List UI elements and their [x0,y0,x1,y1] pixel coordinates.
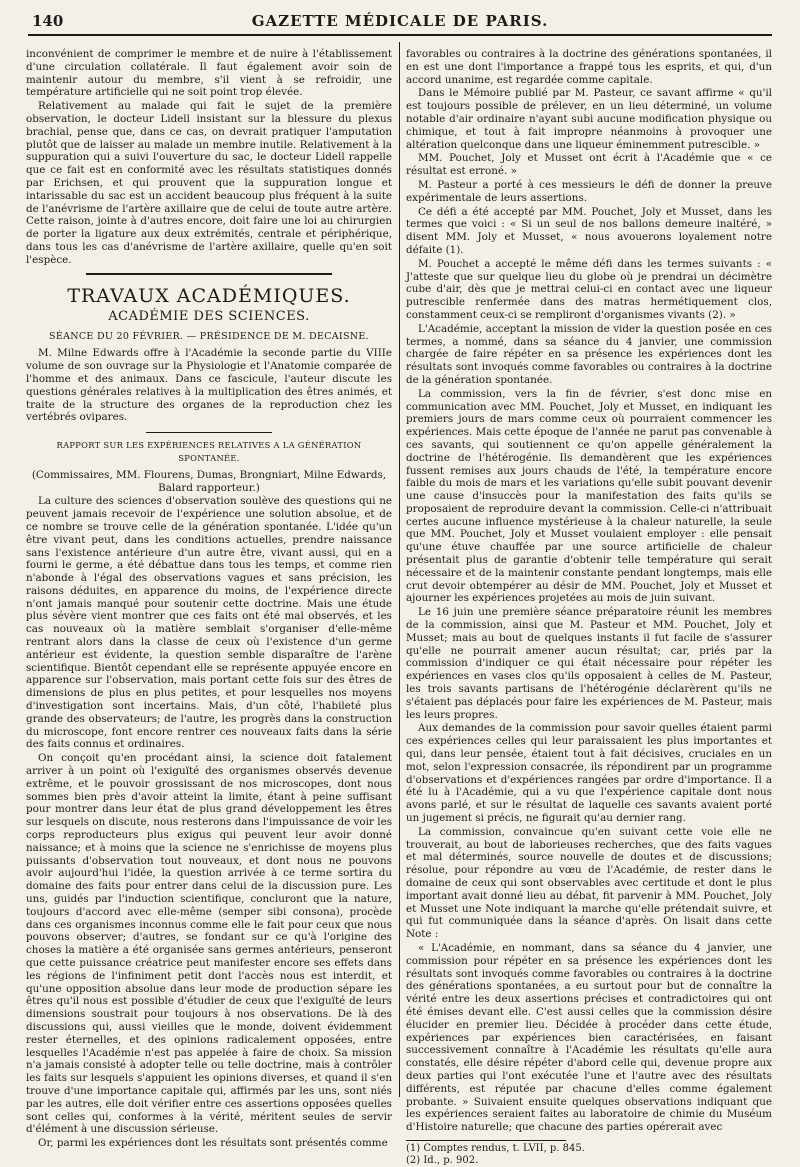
footnote: (1) Comptes rendus, t. LVII, p. 845. [406,1142,585,1154]
paragraph: M. Milne Edwards offre à l'Académie la seconde partie du VIIIe volume de son ouvrage sur la Physiologie et l'Anatomie comparée de l'homme et des animaux. Dans ce fascicule, l'auteur discute les questions générales relatives à la multiplication des êtres animés, et traite de la structure des organes de la reproduction chez les vertébrés ovipares. [26,347,392,424]
paragraph: L'Académie, acceptant la mission de vider la question posée en ces termes, a nommé, dans sa séance du 4 janvier, une commission chargée de faire répéter en sa présence les expériences dont les résultats sont invoqués comme favorables ou contraires à la doctrine de la génération spontanée. [406,322,772,386]
paragraph: La commission, convaincue qu'en suivant cette voie elle ne trouverait, au bout de laborieuses recherches, que des faits vagues et mal déterminés, source nouvelle de doutes et de discussions; résolue, pour répondre au vœu de l'Académie, de rester dans le domaine de ceux qui sont observables avec certitude et dont le plus important avait donné lieu au débat, fit parvenir à MM. Pouchet, Joly et Musset une Note indiquant la marche qu'elle prétendait suivre, et qui fut communiquée dans la séance d'après. On lisait dans cette Note : [406,825,772,941]
section-rule [86,273,332,275]
right-column [406,48,772,1166]
paragraph: La culture des sciences d'observation soulève des questions qui ne peuvent jamais recevoir de l'expérience une solution absolue, et de ce nombre se trouve celle de la génération spontanée. L'idée qu'un être vivant peut, dans les conditions actuelles, prendre naissance sans l'existence antérieure d'un autre être, vivant aussi, qui en a fourni le germe, a été débattue dans tous les temps, et comme rien n'abonde à l'égal des observations vagues et sans précision, les raisons déduites, en apparence du moins, de l'expérience directe n'ont jamais manqué pour soutenir cette doctrine. Mais une étude plus sévère vient montrer que ces faits ont été mal observés, et les cas nouveaux où la matière semblait s'organiser d'elle-même rentrant alors dans la classe de ceux où l'existence d'un germe antérieur est évidente, la question semble disparaître de l'arène scientifique. Bientôt cependant elle se représente appuyée encore en apparence sur l'observation, mais portant cette fois sur des êtres de dimensions de plus en plus petites, et pour lesquelles nos moyens d'investigation sont incertains. Mais, d'un côté, l'habileté plus grande des observateurs; de l'autre, les progrès dans la construction du microscope, font encore rentrer ces nouveaux faits dans la série des faits connus et ordinaires. [26,495,392,751]
page-header [28,10,772,36]
paragraph: Dans le Mémoire publié par M. Pasteur, ce savant affirme « qu'il est toujours possible de prélever, en un lieu déterminé, un volume notable d'air ordinaire n'ayant subi aucune modification physique ou chimique, et tout à fait impropre néanmoins à provoquer une altération quelconque dans une liqueur éminemment putrescible. » [406,87,772,151]
paragraph: Relativement au malade qui fait le sujet de la première observation, le docteur Lidell insistant sur la blessure du plexus brachial, pense que, dans ce cas, on devrait pratiquer l'amputation plutôt que de laisser au malade un membre inutile. Relativement à la suppuration qui a suivi l'ouverture du sac, le docteur Lidell rappelle que ce fait est en conformité avec les résultats statistiques donnés par Erichsen, et qui prouvent que la suppuration longue et intarissable du sac est un accident beaucoup plus fréquent à la suite de l'anévrisme de l'artère axillaire que de celui de toute autre artère. Cette raison, jointe à d'autres encore, doit faire une loi au chirurgien de porter la ligature aux deux extrémités, centrale et périphérique, dans tous les cas d'anévrisme de l'artère axillaire, quelle qu'en soit l'espèce. [26,100,392,266]
rapport-title: RAPPORT SUR LES EXPÉRIENCES RELATIVES A LA GÉNÉRATION SPONTANÉE. [56,440,362,463]
paragraph: Ce défi a été accepté par MM. Pouchet, Joly et Musset, dans les termes que voici : « Si un seul de nos ballons demeure inaltéré, » disent MM. Joly et Musset, « nous avouerons loyalement notre défaite (1). [406,205,772,256]
paragraph: La commission, vers la fin de février, s'est donc mise en communication avec MM. Pouchet, Joly et Musset, en indiquant les premiers jours de mars comme ceux où pourraient commencer les expériences. Mais cette époque de l'année ne parut pas convenable à ces savants, qui soutiennent ce qu'on appelle généralement la doctrine de l'hétérogénie. Ils demandèrent que les expériences fussent remises aux jours chauds de l'été, la température encore faible du mois de mars et les variations qu'elle subit pouvant devenir une cause d'insuccès pour la manifestation des faits qu'ils se proposaient de reproduire devant la commission. Celle-ci n'attribuait certes aucune influence mystérieuse à la chaleur naturelle, la seule que MM. Pouchet, Joly et Musset voulaient employer : elle pensait qu'une étuve chauffée par une source artificielle de chaleur présentait plus de garantie d'obtenir telle température qui serait nécessaire et de la maintenir constante pendant longtemps, mais elle crut devoir obtempérer au désir de MM. Pouchet, Joly et Musset et ajourner les expériences projetées au mois de juin suivant. [406,387,772,605]
paragraph: M. Pouchet a accepté le même défi dans les termes suivants : « J'atteste que sur quelque lieu du globe où je prendrai un décimètre cube d'air, dès que je mettrai celui-ci en contact avec une liqueur putrescible renfermée dans des matras hermétiquement clos, constamment ceux-ci se rempliront d'organismes vivants (2). » [406,257,772,321]
page-number: 140 [32,12,64,30]
paragraph: MM. Pouchet, Joly et Musset ont écrit à l'Académie que « ce résultat est erroné. » [406,152,772,178]
paragraph: « L'Académie, en nommant, dans sa séance du 4 janvier, une commission pour répéter en sa présence les expériences dont les résultats sont invoqués comme favorables ou contraires à la doctrine des générations spontanées, a eu surtout pour but de connaître la vérité entre les deux assertions précises et contradictoires qui ont été émises devant elle. C'est aussi celles que la commission désire élucider en premier lieu. Décidée à procéder dans cette étude, expériences par expériences bien caractérisées, en faisant successivement connaître à l'Académie les résultats qu'elle aura constatés, elle désire répéter d'abord celle qui, devenue propre aux deux parties qui l'ont exécutée l'une et l'autre avec des résultats différents, est réputée par chacune d'elles comme également probante. » Suivaient ensuite quelques observations indiquant que les expériences seraient faites au laboratoire de chimie du Muséum d'Histoire naturelle; que chacune des parties opérerait avec [406,941,772,1134]
commissaires-line: (Commissaires, MM. Flourens, Dumas, Brongniart, Milne Edwards, Balard rapporteur.) [31,468,387,494]
section-subtitle: ACADÉMIE DES SCIENCES. [108,308,310,324]
journal-title: GAZETTE MÉDICALE DE PARIS. [251,12,549,30]
paragraph: Aux demandes de la commission pour savoir quelles étaient parmi ces expériences celles qui leur paraissaient les plus importantes et qui, dans leur pensée, étaient tout à fait décisives, cruciales en un mot, selon l'expression consacrée, ils répondirent par un programme d'observations et d'expériences rangées par ordre d'importance. Il a été lu à l'Académie, qui a vu que l'expérience capitale dont nous avons parlé, et sur le résultat de laquelle ces savants avaient porté un jugement si précis, ne figurait qu'au dernier rang. [406,722,772,825]
left-column [26,48,392,1150]
paragraph: M. Pasteur a porté à ces messieurs le défi de donner la preuve expérimentale de leurs assertions. [406,178,772,204]
rapport-rule [146,432,272,433]
column-divider [399,42,400,1097]
paragraph: inconvénient de comprimer le membre et de nuire à l'établissement d'une circulation collatérale. Il faut également avoir soin de maintenir autour du membre, s'il vient à se refroidir, une température artificielle qui ne soit point trop élevée. [26,48,392,99]
paragraph: Le 16 juin une première séance préparatoire réunit les membres de la commission, ainsi que M. Pasteur et MM. Pouchet, Joly et Musset; mais au bout de quelques instants il fut facile de s'assurer qu'elle ne pourrait amener aucun résultat; car, priés par la commission d'indiquer ce qui était nécessaire pour répéter les expériences en vases clos qu'ils opposaient à celles de M. Pasteur, les trois savants partisans de l'hétérogénie déclarèrent qu'ils ne s'étaient pas déplacés pour faire les expériences de M. Pasteur, mais les leurs propres. [406,606,772,721]
footnote: (2) Id., p. 902. [406,1154,479,1166]
paragraph: Or, parmi les expériences dont les résultats sont présentés comme [38,1137,388,1150]
section-title: TRAVAUX ACADÉMIQUES. [67,284,351,307]
paragraph: On conçoit qu'en procédant ainsi, la science doit fatalement arriver à un point où l'exiguïté des organismes observés devenue extrême, et le pouvoir grossissant de nos microscopes, dont nous sommes bien près d'avoir atteint la limite, étant à peine suffisant pour montrer dans leur état de plus grand développement les êtres sur lesquels on discute, nous resterons dans l'impuissance de voir les corps reproducteurs plus exigus qui peuvent leur avoir donné naissance; et à moins que la science ne s'enrichisse de moyens plus puissants d'observation tout nouveaux, et dont nous ne pouvons avoir aujourd'hui l'idée, la question arrivée à ce terme sortira du domaine des faits pour entrer dans celui de la discussion pure. Les uns, guidés par l'induction scientifique, concluront que la nature, toujours d'accord avec elle-même (semper sibi consona), procède dans ces organismes inconnus comme elle le fait pour ceux que nous pouvons observer; d'autres, se fondant sur ce qu'à l'origine des choses la matière a été organisée sans germes antérieurs, penseront que cette puissance créatrice peut manifester encore ses effets dans les régions de l'infiniment petit dont l'accès nous est interdit, et qu'une opposition absolue dans leur mode de production sépare les êtres qu'il nous est possible d'étudier de ceux que l'exiguïté de leurs dimensions soustrait pour toujours à nos observations. De là des discussions qui, aussi vieilles que le monde, doivent évidemment rester éternelles, et des opinions radicalement opposées, entre lesquelles l'Académie n'est pas appelée à faire de choix. Sa mission n'a jamais consisté à adopter telle ou telle doctrine, mais à contrôler les faits sur lesquels s'appuient les opinions diverses, et quand il s'en trouve d'une importance capitale qui, affirmés par les uns, sont niés par les autres, elle doit vérifier entre ces assertions opposées quelles sont celles qui, conformes à la vérité, méritent seules de servir d'élément à une discussion sérieuse. [26,752,392,1136]
footnotes [406,1140,585,1167]
paragraph: favorables ou contraires à la doctrine des générations spontanées, il en est une dont l'importance a frappé tous les esprits, et qui, d'un accord unanime, est regardée comme capitale. [406,48,772,86]
seance-line: SÉANCE DU 20 FÉVRIER. — PRÉSIDENCE DE M. DECAISNE. [49,330,369,342]
